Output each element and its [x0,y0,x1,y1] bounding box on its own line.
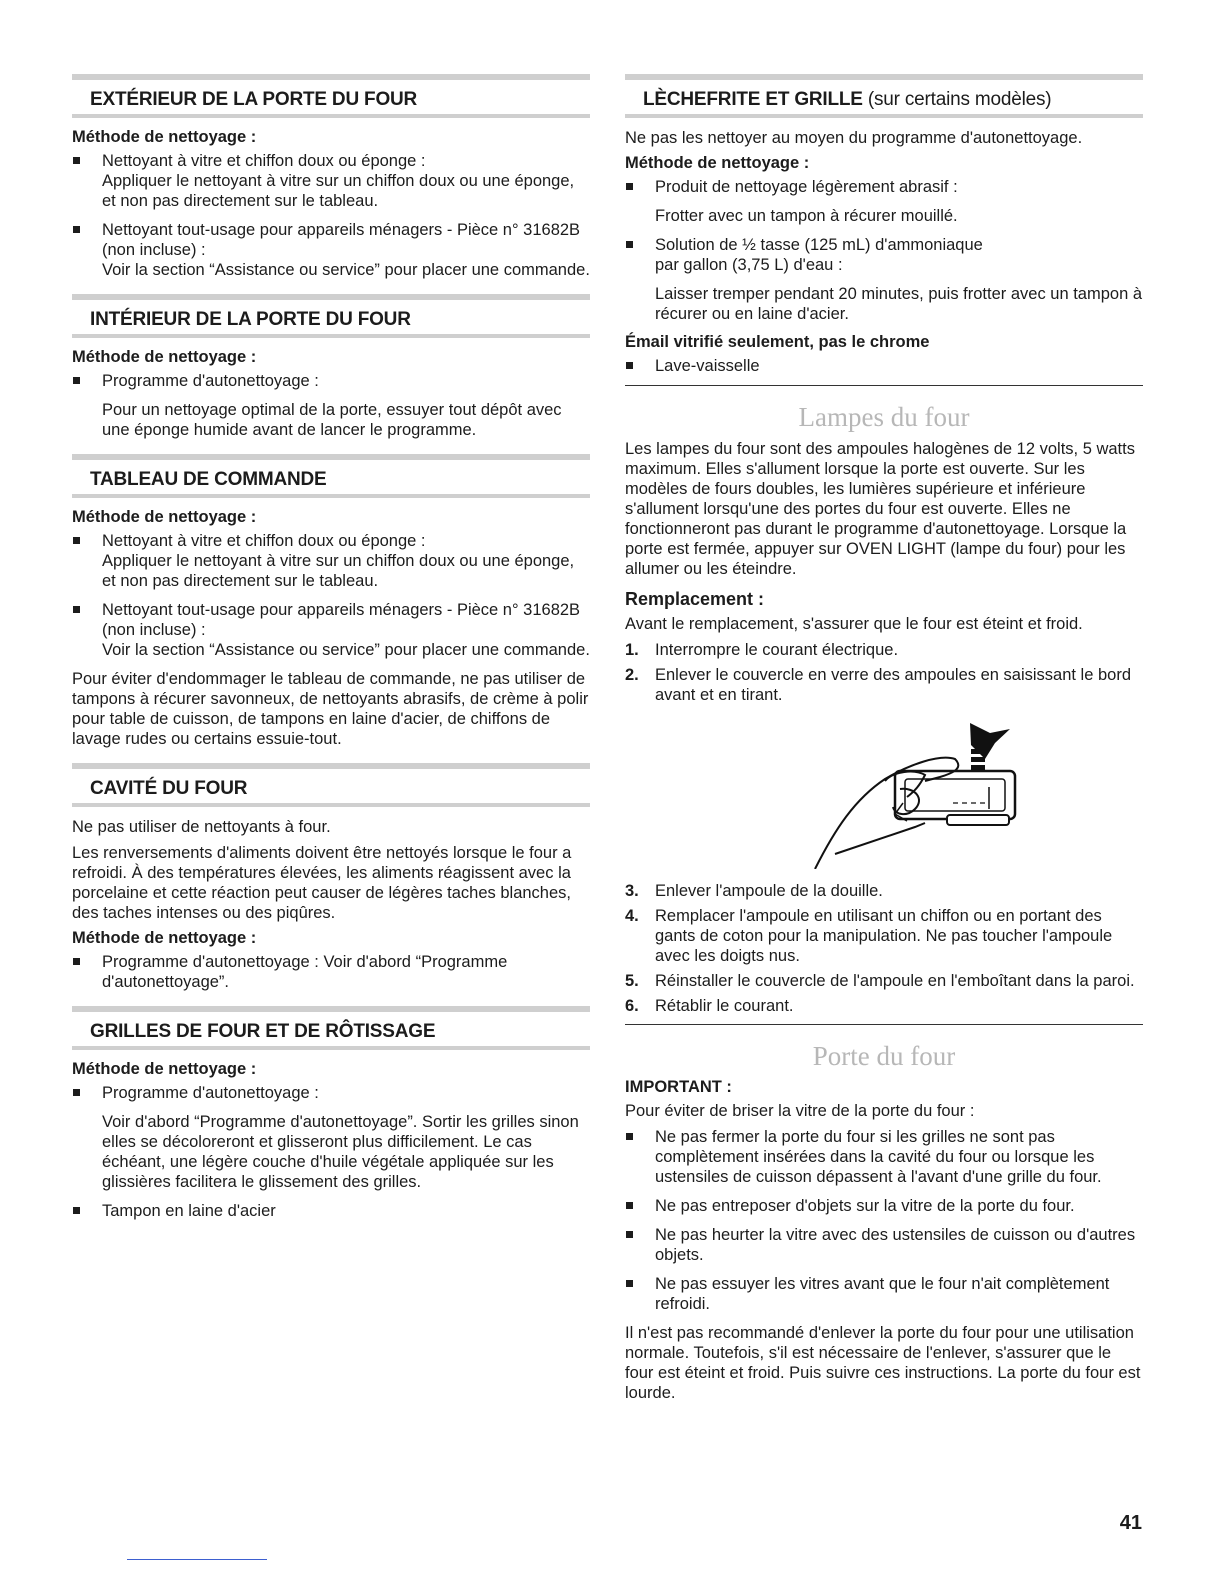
section-heading-broiler-pan: LÈCHEFRITE ET GRILLE (sur certains modèles) [625,74,1143,118]
oven-lamps-title: Lampes du four [798,402,970,432]
square-bullet-icon [73,226,80,233]
numbered-steps [625,640,1143,705]
section-heading-oven-cavity: CAVITÉ DU FOUR [72,763,590,807]
paragraph: Ne pas utiliser de nettoyants à four. [72,818,331,836]
square-bullet-icon [626,1202,633,1209]
list-item: 1. Interrompre le courant électrique. [625,641,899,659]
list-item: 2. Enlever le couvercle en verre des ampoules en saisissant le bord avant et en tirant. [625,666,1132,704]
list-item: Ne pas entreposer d'objets sur la vitre de la porte du four. [625,1196,1143,1216]
bullet-list [72,1083,590,1221]
right-column [625,74,1143,1409]
list-item: Ne pas heurter la vitre avec des ustensiles de cuisson ou d'autres objets. [625,1225,1143,1265]
list-item: Nettoyant à vitre et chiffon doux ou éponge : Appliquer le nettoyant à vitre sur un chiffon doux ou une éponge, et non pas directement sur le tableau. [72,531,590,591]
cleaning-method-label: Méthode de nettoyage : [72,348,257,366]
footer-link-underline[interactable] [127,1559,267,1560]
divider [625,385,1143,386]
list-item: Nettoyant tout-usage pour appareils ménagers - Pièce n° 31682B (non incluse) : Voir la section “Assistance ou service” pour placer une commande. [72,220,590,280]
list-item: Nettoyant à vitre et chiffon doux ou éponge : Appliquer le nettoyant à vitre sur un chiffon doux ou une éponge, et non pas directement sur le tableau. [72,151,590,211]
square-bullet-icon [626,362,633,369]
bullet-list [72,531,590,660]
list-item: 3. Enlever l'ampoule de la douille. [625,882,883,900]
divider [625,1024,1143,1025]
square-bullet-icon [73,537,80,544]
cleaning-method-label: Méthode de nettoyage : [625,154,810,172]
section-heading-exterior-door: EXTÉRIEUR DE LA PORTE DU FOUR [72,74,590,118]
bullet-list [72,952,590,992]
list-item: Tampon en laine d'acier [72,1201,590,1221]
replacement-heading: Remplacement : [625,589,765,609]
paragraph: Les lampes du four sont des ampoules halogènes de 12 volts, 5 watts maximum. Elles s'allument lorsque la porte est ouverte. Sur les modèles de fours doubles, les lumières supérieure et inférieure s'allument lorsqu'une des portes du four est ouverte. Elles ne fonctionneront pas durant le programme d'autonettoyage. Lorsque la porte est fermée, appuyer sur OVEN LIGHT (lampe du four) pour les allumer ou les éteindre. [625,440,1135,578]
cleaning-method-label: Méthode de nettoyage : [72,929,257,947]
paragraph: Avant le remplacement, s'assurer que le four est éteint et froid. [625,615,1083,633]
square-bullet-icon [626,1133,633,1140]
list-item: Programme d'autonettoyage : Pour un nettoyage optimal de la porte, essuyer tout dépôt avec une éponge humide avant de lancer le programme. [72,371,590,440]
square-bullet-icon [626,1280,633,1287]
list-item: Produit de nettoyage légèrement abrasif : Frotter avec un tampon à récurer mouillé. [625,177,1143,226]
bullet-list [72,151,590,280]
list-item: Programme d'autonettoyage : Voir d'abord “Programme d'autonettoyage”. [72,952,590,992]
list-item: Programme d'autonettoyage : Voir d'abord “Programme d'autonettoyage”. Sortir les grilles sinon elles se décoloreront et glisseront plus difficilement. Le cas échéant, une légère couche d'huile végétale appliquée sur les glissières facilitera le glissement des grilles. [72,1083,590,1192]
list-item: 6. Rétablir le courant. [625,997,794,1015]
list-item: Solution de ½ tasse (125 mL) d'ammoniaque par gallon (3,75 L) d'eau : Laisser tremper pendant 20 minutes, puis frotter avec un tampon à récurer ou en laine d'acier. [625,235,1143,324]
important-label: IMPORTANT : [625,1078,732,1096]
numbered-steps [625,881,1143,1016]
bullet-list [625,356,1143,376]
list-item: 4. Remplacer l'ampoule en utilisant un chiffon ou en portant des gants de coton pour la manipulation. Ne pas toucher l'ampoule avec les doigts nus. [625,907,1113,965]
bullet-list [72,371,590,440]
bullet-list [625,1127,1143,1314]
cleaning-method-label: Méthode de nettoyage : [72,128,257,146]
list-item: Nettoyant tout-usage pour appareils ménagers - Pièce n° 31682B (non incluse) : Voir la section “Assistance ou service” pour placer une commande. [72,600,590,660]
square-bullet-icon [626,241,633,248]
left-column [72,74,590,1230]
square-bullet-icon [626,183,633,190]
paragraph: Il n'est pas recommandé d'enlever la porte du four pour une utilisation normale. Toutefois, s'il est nécessaire de l'enlever, s'assurer que le four est éteint et froid. Puis suivre ces instructions. La porte du four est lourde. [625,1324,1141,1402]
page-number: 41 [1119,1512,1142,1534]
section-heading-control-panel: TABLEAU DE COMMANDE [72,454,590,498]
list-item: Ne pas fermer la porte du four si les grilles ne sont pas complètement insérées dans la cavité du four ou lorsque les ustensiles de cuisson dépassent à l'avant d'une grille du four. [625,1127,1143,1187]
list-item: 5. Réinstaller le couvercle de l'ampoule en l'emboîtant dans la paroi. [625,972,1135,990]
paragraph: Pour éviter de briser la vitre de la porte du four : [625,1102,975,1120]
bullet-list [625,177,1143,324]
cleaning-method-label: Méthode de nettoyage : [72,1060,257,1078]
section-heading-oven-racks: GRILLES DE FOUR ET DE RÔTISSAGE [72,1006,590,1050]
paragraph: Ne pas les nettoyer au moyen du programme d'autonettoyage. [625,129,1083,147]
section-heading-interior-door: INTÉRIEUR DE LA PORTE DU FOUR [72,294,590,338]
square-bullet-icon [73,377,80,384]
enamel-note-heading: Émail vitrifié seulement, pas le chrome [625,333,930,351]
square-bullet-icon [626,1231,633,1238]
control-panel-warning: Pour éviter d'endommager le tableau de commande, ne pas utiliser de tampons à récurer savonneux, de nettoyants abrasifs, de crème à polir pour table de cuisson, de tampons en laine d'acier, de chiffons de lavage rudes ou certains essuie-tout. [72,670,589,748]
square-bullet-icon [73,157,80,164]
lamp-cover-illustration [775,719,1025,869]
square-bullet-icon [73,1089,80,1096]
list-item: Lave-vaisselle [625,356,1143,376]
paragraph: Les renversements d'aliments doivent être nettoyés lorsque le four a refroidi. À des températures élevées, les aliments réagissent avec la porcelaine et cette réaction peut causer de légères taches blanches, des taches intenses ou des piqûres. [72,844,572,922]
square-bullet-icon [73,1207,80,1214]
list-item: Ne pas essuyer les vitres avant que le four n'ait complètement refroidi. [625,1274,1143,1314]
square-bullet-icon [73,606,80,613]
cleaning-method-label: Méthode de nettoyage : [72,508,257,526]
oven-door-title: Porte du four [812,1041,956,1071]
square-bullet-icon [73,958,80,965]
